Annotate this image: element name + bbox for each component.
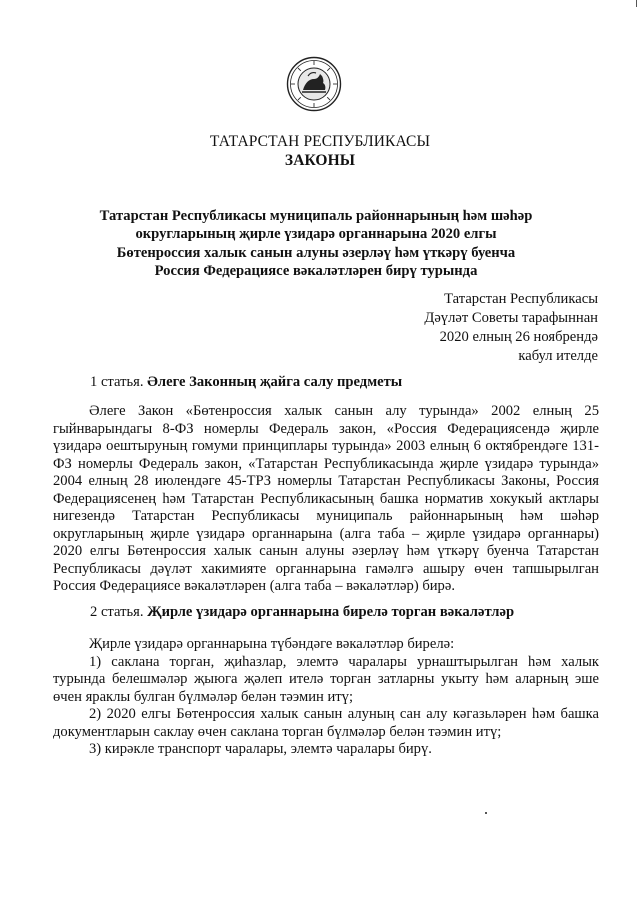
article-number: 1 статья.: [90, 374, 144, 390]
article-1-body: Әлеге Закон «Бөтенроссия халык санын алу турында» 2002 елның 25 гыйнварындагы 8-ФЗ номерлы Федераль закон, «Россия Федерациясендә җирле үзидарә оештыруның гомуми принциплары турында» 2003 елның 6 октябрендәге 131-ФЗ номерлы Федераль закон, «Татарстан Республикасында җирле үзидарә турында» 2004 елның 28 июлендәге 45-ТРЗ номерлы Татарстан Республикасы Законы, Россия Федерациясенең һәм Татарстан Республикасының башка норматив хокукый актлары нигезендә Татарстан Республикасы муниципаль районнарының һәм шәһәр округларының җирле үзидарә органнарына (алга таба – җирле үзидарә органнары) 2020 елгы Бөтенроссия халык санын алуны әзерләү һәм үткәрү буенча Татарстан Республикасы дәүләт хакимияте органнарына гамәлгә ашыру өчен тапшырылган Россия Федерациясе вәкаләтләрен (алга таба – вәкаләтләр) бирә.: [53, 403, 599, 594]
article-number: 2 статья.: [90, 604, 144, 620]
adoption-line: Татарстан Республикасы: [444, 291, 598, 307]
adoption-line: 2020 елның 26 ноябрендә: [439, 329, 598, 345]
article-2-heading: [90, 604, 514, 621]
scan-artifact: [485, 812, 487, 814]
republic-name: ТАТАРСТАН РЕСПУБЛИКАСЫ: [209, 133, 431, 150]
adoption-block: [424, 290, 598, 366]
article-1-heading: [90, 374, 402, 391]
article-1-text: [53, 403, 599, 596]
article-title: Җирле үзидарә органнарына бирелә торган вәкаләтләр: [147, 604, 515, 620]
law-title: Татарстан Республикасы муниципаль районнарының һәм шәһәр округларының җирле үзидарә органнарына 2020 елгы Бөтенроссия халык санын алуны әзерләү һәм үткәрү буенча Россия Федерациясе вәкаләтләрен бирү турында: [99, 208, 533, 280]
list-intro: Җирле үзидарә органнарына түбәндәге вәкаләтләр бирелә:: [89, 636, 455, 652]
tatarstan-emblem-icon: [286, 56, 342, 112]
list-item: 3) кирәкле транспорт чаралары, элемтә чаралары бирү.: [89, 741, 432, 757]
law-label: ЗАКОНЫ: [284, 152, 356, 169]
list-item: 2) 2020 елгы Бөтенроссия халык санын алуның сан алу кәгазьләрен һәм башка документларын саклау өчен саклана торган бүлмәләр белән тәэмин итү;: [53, 706, 599, 740]
scan-artifact: [636, 0, 638, 7]
article-2-list: [53, 636, 599, 759]
article-title: Әлеге Законның җайга салу предметы: [147, 374, 403, 390]
adoption-line: кабул ителде: [518, 348, 598, 364]
adoption-line: Дәүләт Советы тарафыннан: [424, 310, 598, 326]
list-item: 1) саклана торган, җиһазлар, элемтә чаралары урнаштырылган һәм халык турында белешмәләр җыюга җәлеп ителә торган затларны укыту һәм аларның эше өчен яраклы булган бүлмәләр белән тәэмин итү;: [53, 653, 599, 705]
